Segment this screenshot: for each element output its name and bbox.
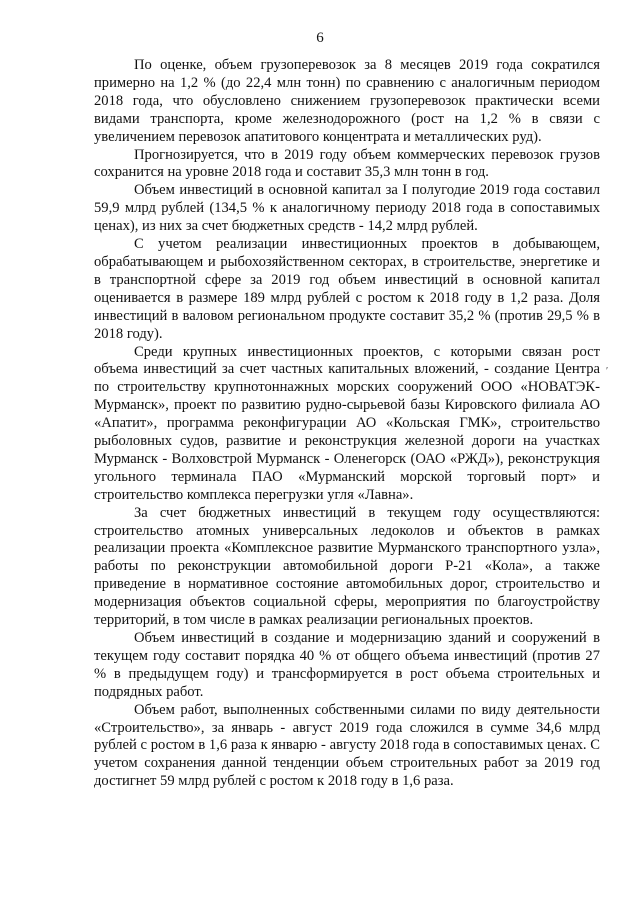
paragraph-construction-volume: Объем работ, выполненных собственными силами по виду деятельности «Строительство», за январь - август 2019 года сложился в сумме 34,6 млрд рублей с ростом в 1,6 раза к январю - августу 2018 года в сопоставимых ценах. С учетом сохранения данной тенденции объем строительных работ за 2019 год достигнет 59 млрд рублей с ростом к 2018 году в 1,6 раза. (94, 701, 600, 790)
page-number: 6 (316, 30, 324, 46)
paragraph-budget-investments: За счет бюджетных инвестиций в текущем году осуществляются: строительство атомных универсальных ледоколов и объектов в рамках реализации проекта «Комплексное развитие Мурманского транспортного узла», работы по реконструкции автомобильной дороги Р-21 «Кола», а также приведение в нормативное состояние автомобильных дорог, строительство и модернизация объектов социальной сферы, мероприятия по благоустройству территорий, в том числе в рамках реализации региональных проектов. (94, 504, 600, 629)
paragraph-buildings-share: Объем инвестиций в создание и модернизацию зданий и сооружений в текущем году составит порядка 40 % от общего объема инвестиций (против 27 % в предыдущем году) и трансформируется в рост объема строительных и подрядных работ. (94, 630, 600, 700)
paragraph-commercial-transport-forecast: Прогнозируется, что в 2019 году объем коммерческих перевозок грузов сохранится на уровне 2018 года и составит 35,3 млн тонн в год. (94, 146, 600, 181)
paragraph-investment-h1: Объем инвестиций в основной капитал за I полугодие 2019 года составил 59,9 млрд рублей (134,5 % к аналогичному периоду 2018 года в сопоставимых ценах), из них за счет бюджетных средств - 14,2 млрд рублей. (94, 182, 600, 235)
paragraph-freight: По оценке, объем грузоперевозок за 8 месяцев 2019 года сократился примерно на 1,2 % (до 22,4 млн тонн) по сравнению с аналогичным периодом 2018 года, что обусловлено снижением грузоперевозок практически всеми видами транспорта, кроме железнодорожного (рост на 1,2 % в связи с увеличением перевозок апатитового концентрата и металлических руд). (94, 57, 600, 145)
paragraph-investment-estimate: С учетом реализации инвестиционных проектов в добывающем, обрабатывающем и рыбохозяйственном секторах, в строительстве, энергетике и в транспортной сфере за 2019 год объем инвестиций в основной капитал оценивается в размере 189 млрд рублей с ростом к 2018 году в 1,2 раза. Доля инвестиций в валовом региональном продукте составит 35,2 % (против 29,5 % в 2018 году). (94, 236, 600, 342)
paragraph-major-projects: Среди крупных инвестиционных проектов, с которыми связан рост объема инвестиций за счет частных капитальных вложений, - создание Центра по строительству крупнотоннажных морских сооружений ООО «НОВАТЭК-Мурманск», проект по развитию рудно-сырьевой базы Кировского филиала АО «Апатит», программа реконфигурации АО «Кольская ГМК», строительство рыболовных судов, развитие и реконструкция железной дороги на участках Мурманск - Волховстрой Мурманск - Оленегорск (ОАО «РЖД»), реконструкция угольного терминала ПАО «Мурманский морской торговый порт» и строительство комплекса перегрузки угля «Лавна». (94, 343, 600, 503)
margin-tick-mark: ʹ (606, 366, 609, 377)
